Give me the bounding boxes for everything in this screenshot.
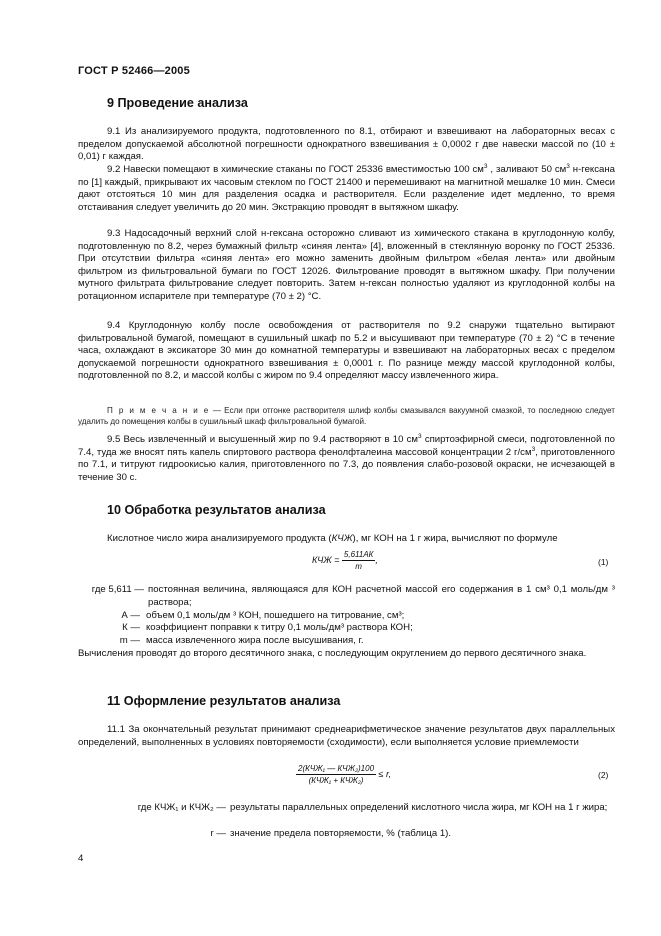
where-text: масса извлеченного жира после высушивания, г. <box>146 635 364 646</box>
formula-2-denominator: (КЧЖ₁ + КЧЖ₂) <box>308 776 364 785</box>
where-text: результаты параллельных определений кислотного числа жира, мг КОН на 1 г жира; <box>230 802 608 813</box>
section-10-title: 10 Обработка результатов анализа <box>107 503 326 517</box>
where-key: где КЧЖ₁ и КЧЖ₂ — <box>137 802 226 813</box>
where-key: К — <box>122 622 140 633</box>
where-text: постоянная величина, являющаяся для КОН расчетной массой его содержания в 1 см³ 0,1 моль/дм ³ раствора; <box>148 584 615 608</box>
paragraph-11-1: 11.1 За окончательный результат принимают среднеарифметическое значение результатов двух параллельных определений, выполненных в условиях повторяемости (сходимости), если выполняется условие приемлемости <box>78 724 615 748</box>
document-header: ГОСТ Р 52466—2005 <box>78 65 190 77</box>
formula-1: КЧЖ = $\frac{5,611АК}{m}$ , <box>312 550 378 571</box>
page-number: 4 <box>78 853 84 864</box>
paragraph-10-calc: Вычисления проводят до второго десятичного знака, с последующим округлением до первого десятичного знака. <box>78 648 587 659</box>
note <box>78 405 615 427</box>
formula-2-numerator: 2(КЧЖ₁ — КЧЖ₂)100 <box>298 764 375 773</box>
paragraph-9-3: 9.3 Надосадочный верхний слой н-гексана осторожно сливают из химического стакана в круглодонную колбу, подготовленную по 8.2, через бумажный фильтр «синяя лента» [4], вложенный в стеклянную воронку по ГОСТ 25336. При отсутствии фильтра «синяя лента» его можно заменить двойным фильтром «белая лента» или двойным фильтром из фильтровальной бумаги по ГОСТ 12026. Фильтрование проводят в вытяжном шкафу. При получении мутного фильтрата фильтрование следует повторить. Затем н-гексан полностью удаляют из круглодонной колбы на ротационном испарителе при температуре (70 ± 2) °С. <box>78 228 615 302</box>
section-9-title: 9 Проведение анализа <box>107 96 248 110</box>
paragraph-10-intro: Кислотное число жира анализируемого продукта (КЧЖ), мг КОН на 1 г жира, вычисляют по формуле <box>107 533 558 544</box>
paragraph-9-1: 9.1 Из анализируемого продукта, подготовленного по 8.1, отбирают и взвешивают на лабораторных весах с пределом допускаемой абсолютной погрешности однократного взвешивания ± 0,0002 г две навески массой по (10 ± 0,01) г каждая. <box>78 126 615 163</box>
where-key: m — <box>119 635 140 646</box>
formula-1-numerator: 5,611АК <box>343 550 374 559</box>
where-text: значение предела повторяемости, % (таблица 1). <box>230 828 452 839</box>
paragraph-9-2: 9.2 Навески помещают в химические стаканы по ГОСТ 25336 вместимостью 100 $см^3$ , заливают 50 $см^3$ н-гексана по [1] каждый, прикрывают их часовым стеклом по ГОСТ 21400 и перемешивают на магнитной мешалке 10 мин. Смеси дают отстояться 10 мин для разделения осадка и растворителя. Если разделение идет медленно, то время отстаивания следует увеличить до 20 мин. Экстракцию проводят в вытяжном шкафу. <box>78 162 615 213</box>
where-text: объем 0,1 моль/дм ³ КОН, пошедшего на титрование, см³; <box>146 610 405 621</box>
where-key: r — <box>210 828 226 839</box>
paragraph-9-5: 9.5 Весь извлеченный и высушенный жир по 9.4 растворяют в 10 $см^3$ спиртоэфирной смеси, подготовленной по 7.4, туда же вносят пять капель спиртового раствора фенолфталеина массовой концентрации 2 $г/см^3$, приготовленного по 7.1, и титруют гидроокисью калия, приготовленного по 7.3, до появления слабо-розовой окраски, не исчезающей в течение 30 с. <box>78 432 616 483</box>
section-11-title: 11 Оформление результатов анализа <box>107 694 341 708</box>
formula-2: $\frac{\text{2(КЧЖ₁ — КЧЖ₂)100}}{\text{(КЧЖ₁ + КЧЖ₂)}}$ ≤ r, <box>298 764 391 785</box>
note-label: П р и м е ч а н и е <box>107 406 210 415</box>
paragraph-9-4: 9.4 Круглодонную колбу после освобождения от растворителя по 9.2 снаружи тщательно вытирают фильтровальной бумагой, помещают в сушильный шкаф по 5.2 и высушивают при температуре (70 ± 2) °С в течение часа, охлаждают в эксикаторе 30 мин до комнатной температуры и взвешивают на лабораторных весах с пределом допускаемой погрешности однократного взвешивания ± 0,0001 г. По разнице между массой круглодонной колбы, подготовленной по 8.2, и массой колбы с жиром по 9.4 определяют массу извлеченного жира. <box>78 320 615 382</box>
note-text: — Если при отгонке растворителя шлиф колбы смазывался вакуумной смазкой, то последнюю следует удалить до помещения колбы в сушильный шкаф фильтровальной бумагой. <box>78 406 615 426</box>
where-key: где 5,611 — <box>91 584 144 595</box>
formula-2-number: (2) <box>598 770 609 780</box>
formula-1-number: (1) <box>598 557 609 567</box>
formula-1-denominator: m <box>355 562 362 571</box>
where-key: А — <box>121 610 140 621</box>
where-text: коэффициент поправки к титру 0,1 моль/дм³ раствора КОН; <box>146 622 413 633</box>
